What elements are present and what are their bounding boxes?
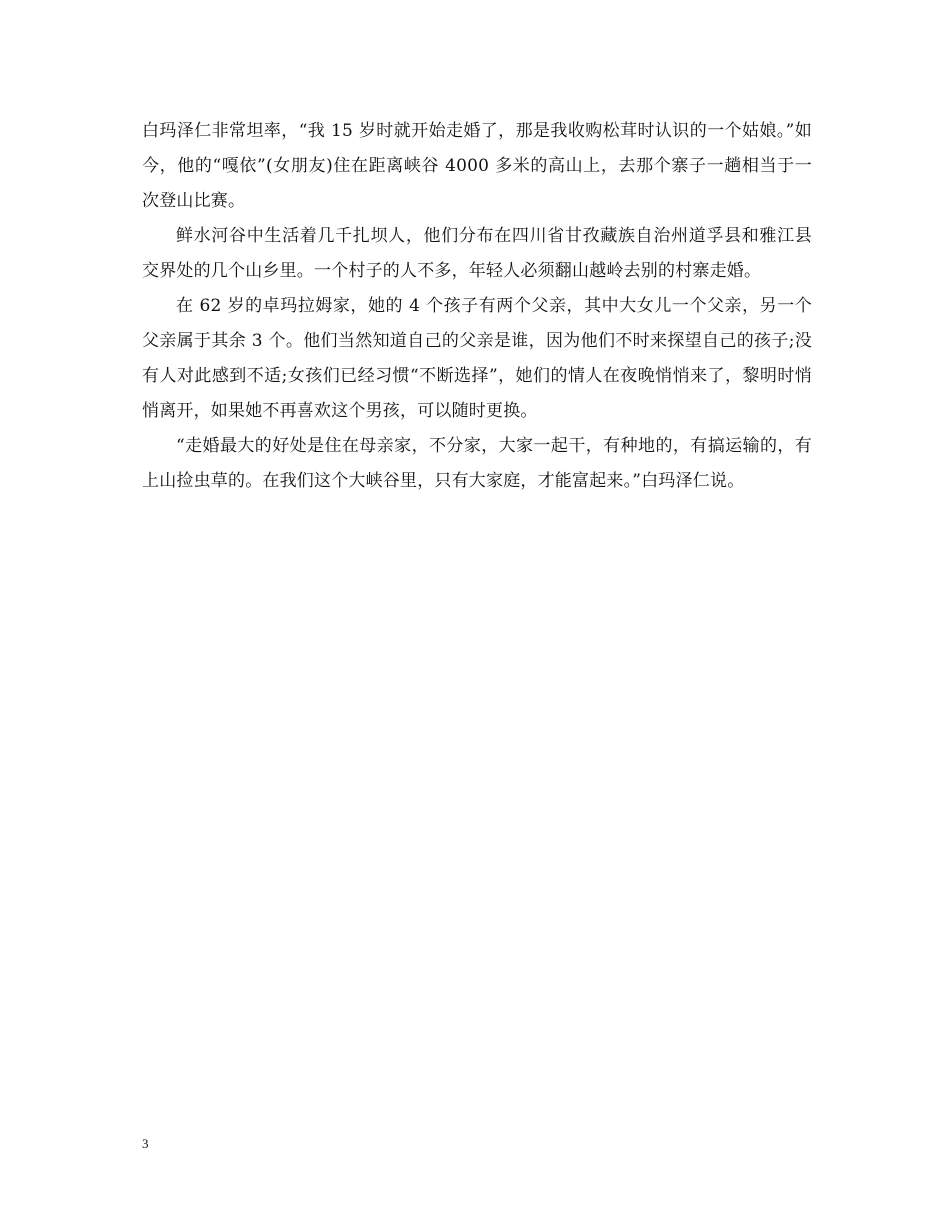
body-text bbox=[142, 114, 812, 499]
page-number: 3 bbox=[142, 1136, 149, 1151]
paragraph-2: 鲜水河谷中生活着几千扎坝人，他们分布在四川省甘孜藏族自治州道孚县和雅江县交界处的几个山乡里。一个村子的人不多，年轻人必须翻山越岭去别的村寨走婚。 bbox=[142, 226, 812, 281]
paragraph-3: 在 62 岁的卓玛拉姆家，她的 4 个孩子有两个父亲，其中大女儿一个父亲，另一个父亲属于其余 3 个。他们当然知道自己的父亲是谁，因为他们不时来探望自己的孩子;没有人对此感到不适;女孩们已经习惯“不断选择”，她们的情人在夜晚悄悄来了，黎明时悄悄离开，如果她不再喜欢这个男孩，可以随时更换。 bbox=[142, 296, 812, 421]
paragraph-4: “走婚最大的好处是住在母亲家，不分家，大家一起干，有种地的，有搞运输的，有上山捡虫草的。在我们这个大峡谷里，只有大家庭，才能富起来。”白玛泽仁说。 bbox=[142, 436, 812, 491]
paragraph-1: 白玛泽仁非常坦率，“我 15 岁时就开始走婚了，那是我收购松茸时认识的一个姑娘。”如今，他的“嘎依”(女朋友)住在距离峡谷 4000 多米的高山上，去那个寨子一趟相当于一次登山比赛。 bbox=[142, 121, 812, 211]
